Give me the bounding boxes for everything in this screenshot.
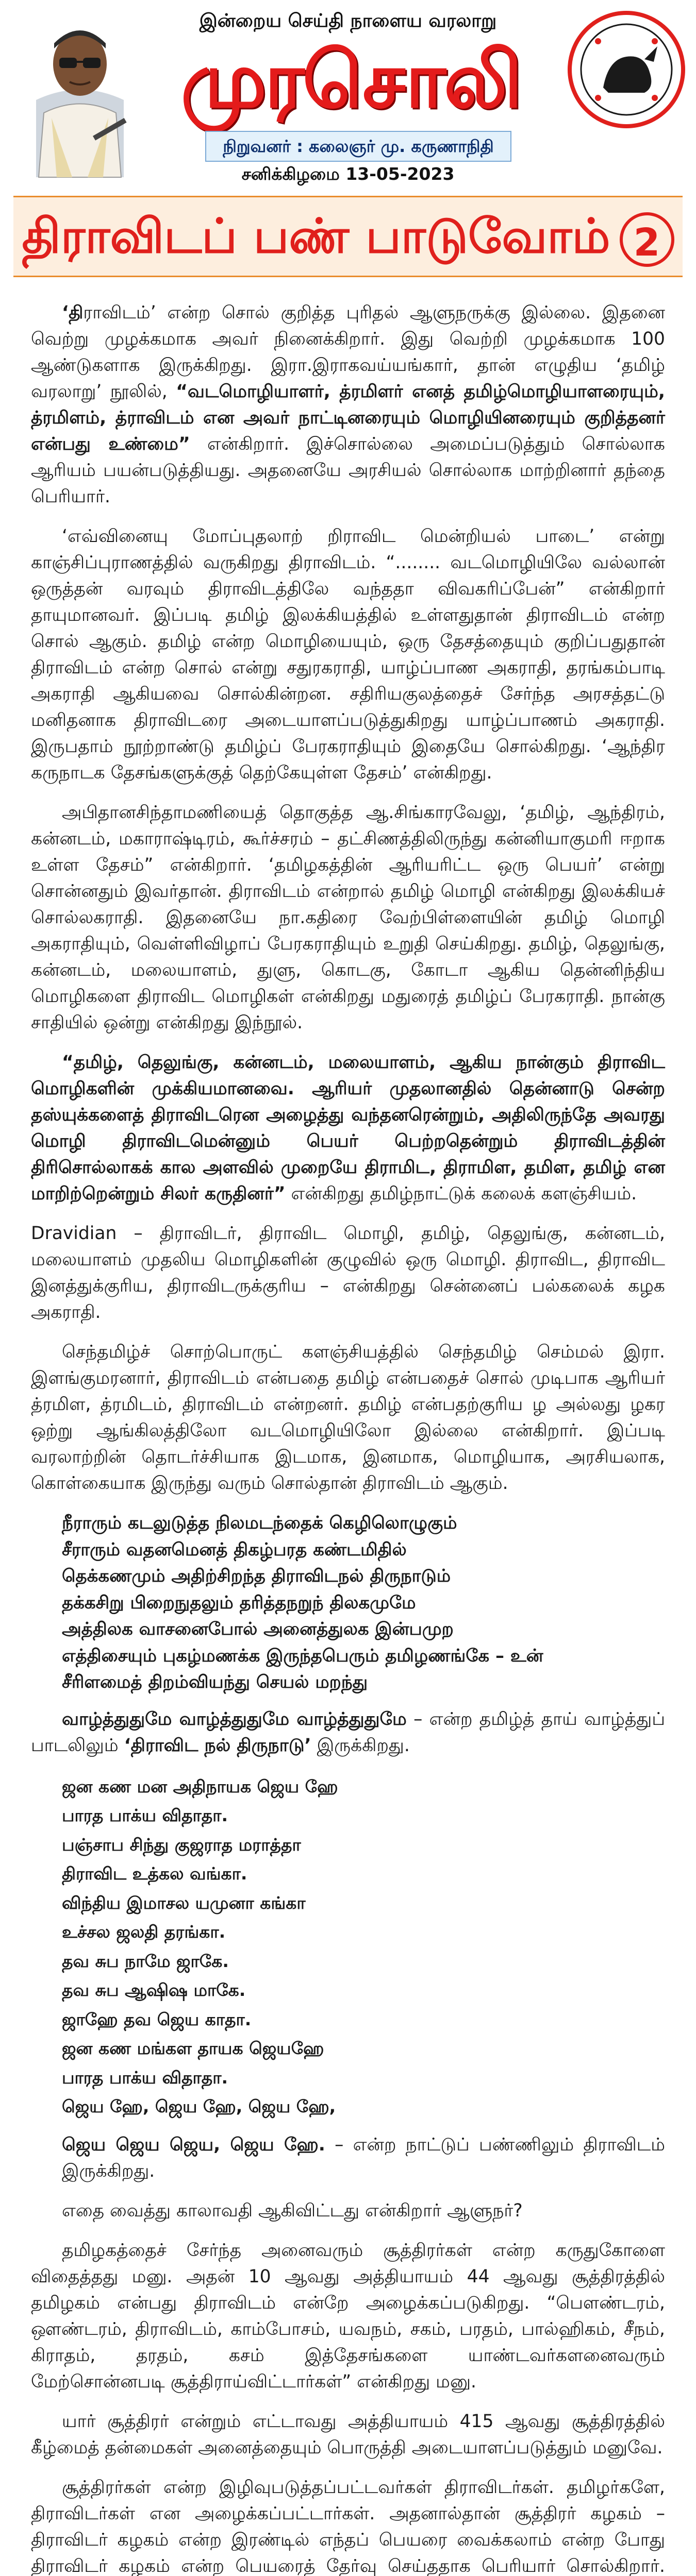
- anthem-line: திராவிட உத்கல வங்கா.: [62, 1863, 247, 1884]
- verse-refrain: வாழ்த்துதுமே வாழ்த்துதுமே வாழ்த்துதுமே: [62, 1708, 407, 1730]
- masthead-tagline: இன்றைய செய்தி நாளைய வரலாறு: [199, 10, 497, 31]
- article-paragraph: அபிதானசிந்தாமணியைத் தொகுத்த ஆ.சிங்காரவேலு, ‘தமிழ், ஆந்திரம், கன்னடம், மகாராஷ்டிரம், கூர்ச்சரம் – தட்சிணத்திலிருந்து கன்னியாகுமரி ஈறாக உள்ள தேசம்” என்கிறார். ‘தமிழகத்தின் ஆரியரிட்ட ஒரு பெயர்’ என்று சொன்னதும் இவர்தான். திராவிடம் என்றால் தமிழ் மொழி என்கிறது இலக்கியச் சொல்லகராதி. இதனையே நா.கதிரை வேற்பிள்ளையின் தமிழ் மொழி அகராதியும், வெள்ளிவிழாப் பேரகராதியும் உறுதி செய்கிறது. தமிழ், தெலுங்கு, கன்னடம், மலையாளம், துளு, கொடகு, கோடா ஆகிய தென்னிந்திய மொழிகளை திராவிட மொழிகள் என்கிறது மதுரைத் தமிழ்ப் பேரகராதி. நான்கு சாதியில் ஒன்று என்கிறது இந்நூல்.: [31, 802, 665, 1033]
- article-paragraph: [31, 1706, 665, 1759]
- drop-lead: ‘தி: [62, 302, 84, 323]
- paragraph-quote: “தமிழ், தெலுங்கு, கன்னடம், மலையாளம், ஆகிய நான்கும் திராவிட மொழிகளின் முக்கியமானவை. ஆரியர் முதலானதில் தென்னாடு சென்ற தஸ்யுக்களைத் திராவிடரென அழைத்து வந்தனரென்றும், அதிலிருந்தே அவரது மொழி திராவிடமென்னும் பெயர் பெற்றதென்றும் திராவிடத்தின் திரிசொல்லாகக் கால அளவில் முறையே திராமிட, திராமிள, தமிள, தமிழ் என மாறிற்றென்றும் சிலர் கருதினர்”: [31, 1052, 665, 1204]
- paragraph-text: ராவிடம்’ என்ற சொல் குறித்த புரிதல் ஆளுநருக்கு இல்லை. இதனை வெற்று முழக்கமாக அவர் நினைக்கிறார். இது வெற்றி முழக்கமாக 100 ஆண்டுகளாக இருக்கிறது. இரா.இராகவய்யங்கார், தான் எழுதிய ‘தமிழ் வரலாறு’ நூலில்,: [31, 302, 665, 402]
- newspaper-brand[interactable]: [155, 36, 546, 124]
- verse-line: தக்கசிறு பிறைநுதலும் தரித்தநறுந் திலகமுமே: [62, 1592, 416, 1613]
- anthem-line: பஞ்சாப சிந்து குஜராத மராத்தா: [62, 1834, 301, 1855]
- issue-date: சனிக்கிழமை 13-05-2023: [241, 164, 455, 184]
- paragraph-text: – என்ற தமிழ்த் தாய் வாழ்த்துப் பாடலிலும்: [31, 1708, 666, 1756]
- tamil-anthem-verse: [62, 1510, 665, 1696]
- article-paragraph: [31, 300, 665, 510]
- founder-portrait-icon: [15, 7, 144, 182]
- article-paragraph: [62, 2132, 665, 2184]
- headline-band: [13, 196, 683, 277]
- series-part-badge: 2: [620, 212, 674, 267]
- founder-strip: [205, 131, 511, 162]
- article-paragraph: [31, 1049, 665, 1207]
- anthem-line: ஜாஹே தவ ஜெய காதா.: [62, 2009, 252, 2029]
- verse-line: நீராரும் கடலுடுத்த நிலமடந்தைக் கெழிலொழுகும்: [62, 1513, 457, 1533]
- anthem-line: பாரத பாக்ய விதாதா.: [62, 1805, 228, 1825]
- article-paragraph: எதை வைத்து காலாவதி ஆகிவிட்டது என்கிறார் ஆளுநர்?: [62, 2200, 523, 2221]
- paragraph-quote: ‘திராவிட நல் திருநாடு’: [124, 1735, 311, 1756]
- founder-text: நிறுவனர் : கலைஞர் மு. கருணாநிதி: [223, 137, 494, 156]
- headline-title: திராவிடப் பண் பாடுவோம்: [22, 209, 610, 264]
- article-paragraph: யார் சூத்திரர் என்றும் எட்டாவது அத்தியாயம் 415 ஆவது சூத்திரத்தில் கீழ்மைத் தன்மைகள் அனைத்தையும் பொருத்தி அடையாளப்படுத்தும் மனுவே.: [31, 2411, 665, 2458]
- verse-line: சீரிளமைத் திறம்வியந்து செயல் மறந்து: [62, 1672, 368, 1692]
- article-paragraph: தமிழகத்தைச் சேர்ந்த அனைவரும் சூத்திரர்கள் என்ற கருதுகோளை விதைத்தது மனு. அதன் 10 ஆவது அத்தியாயம் 44 ஆவது சூத்திரத்தில் தமிழகம் என்பது திராவிடம் என்றே அழைக்கப்படுகிறது. “பௌண்டரம், ஔண்டரம், திராவிடம், காம்போசம், யவநம், சகம், பரதம், பால்ஹிகம், சீநம், கிராதம், தரதம், கசம் இத்தேசங்களை யாண்டவர்களனைவரும் மேற்சொன்னபடி சூத்திராய்விட்டார்கள்” என்கிறது மனு.: [31, 2240, 665, 2392]
- paragraph-tail: – என்ற நாட்டுப் பண்ணிலும் திராவிடம் இருக்கிறது.: [62, 2134, 665, 2181]
- paragraph-tail: என்கிறது தமிழ்நாட்டுக் கலைக் களஞ்சியம்.: [285, 1183, 637, 1204]
- national-anthem-verse: [62, 1772, 665, 2122]
- paragraph-quote: “வடமொழியாளர், த்ரமிளர் எனத் தமிழ்மொழியாளரையும், த்ரமிளம், த்ராவிடம் என அவர் நாட்டினரையும் மொழியினரையும் குறித்தனர் என்பது உண்மை”: [31, 381, 665, 454]
- headline: [13, 197, 683, 276]
- verse-line: தெக்கணமும் அதிற்சிறந்த திராவிடநல் திருநாடும்: [62, 1566, 451, 1586]
- anniversary-emblem-icon: [567, 10, 686, 129]
- verse-line: எத்திசையும் புகழ்மணக்க இருந்தபெரும் தமிழணங்கே – உன்: [62, 1645, 543, 1666]
- anthem-last-line: ஜெய ஜெய ஜெய, ஜெய ஹே.: [62, 2134, 325, 2155]
- anthem-line: பாரத பாக்ய விதாதா.: [62, 2067, 228, 2088]
- article-paragraph: ‘எவ்வினையு மோப்புதலாற் றிராவிட மென்றியல் பாடை’ என்று காஞ்சிப்புராணத்தில் வருகிறது திராவிடம். “........ வடமொழியிலே வல்லான் ஒருத்தன் வரவும் திராவிடத்திலே வந்ததா விவகரிப்பேன்” என்கிறார் தாயுமானவர். இப்படி தமிழ் இலக்கியத்தில் உள்ளதுதான் திராவிடம் என்ற சொல் ஆகும். தமிழ் என்ற மொழியையும், ஒரு தேசத்தையும் குறிப்பதுதான் திராவிடம் என்ற சொல் என்று சதுரகராதி, யாழ்ப்பாண அகராதி, தரங்கம்பாடி அகராதி ஆகியவை சொல்கின்றன. சதிரியகுலத்தைச் சேர்ந்த அரசத்தட்டு மனிதனாக திராவிடரை அடையாளப்படுத்துகிறது யாழ்ப்பாணம் அகராதி. இருபதாம் நூற்றாண்டு தமிழ்ப் பேரகராதியும் இதையே சொல்கிறது. ‘ஆந்திர கருநாடக தேசங்களுக்குத் தெற்கேயுள்ள தேசம்’ என்கிறது.: [31, 526, 665, 783]
- anthem-line: விந்திய இமாசல யமுனா கங்கா: [62, 1892, 306, 1913]
- article-paragraph: சூத்திரர்கள் என்ற இழிவுபடுத்தப்பட்டவர்கள் திராவிடர்கள். தமிழர்களே, திராவிடர்கள் என அழைக்கப்பட்டார்கள். அதனால்தான் சூத்திரர் கழகம் – திராவிடர் கழகம் என்ற இரண்டில் எந்தப் பெயரை வைக்கலாம் என்ற போது திராவிடர் கழகம் என்ற பெயரைத் தேர்வு செய்ததாக பெரியார் சொல்கிறார்.: [31, 2477, 665, 2576]
- article-paragraph: செந்தமிழ்ச் சொற்பொருட் களஞ்சியத்தில் செந்தமிழ் செம்மல் இரா. இளங்குமரனார், திராவிடம் என்பதை தமிழ் என்பதைச் சொல் முடிபாக ஆரியர் த்ரமிள, த்ரமிடம், திராவிடம் என்றனர். தமிழ் என்பதற்குரிய ழ அல்லது ழகர ஒற்று ஆங்கிலத்திலோ வடமொழியிலோ இல்லை என்கிறார். இப்படி வரலாற்றின் தொடர்ச்சியாக இடமாக, இனமாக, மொழியாக, அரசியலாக, கொள்கையாக இருந்து வரும் சொல்தான் திராவிடம் ஆகும்.: [31, 1342, 665, 1494]
- verse-line: அத்திலக வாசனைபோல் அனைத்துலக இன்பமுற: [62, 1619, 454, 1639]
- anthem-line: ஜன கண மங்கள தாயக ஜெயஹே: [62, 2038, 324, 2058]
- article-body: [31, 300, 665, 2576]
- verse-line: சீராரும் வதனமெனத் திகழ்பரத கண்டமிதில்: [62, 1539, 407, 1560]
- article-paragraph: Dravidian – திராவிடர், திராவிட மொழி, தமிழ், தெலுங்கு, கன்னடம், மலையாளம் முதலிய மொழிகளின் குழுவில் ஒரு மொழி. திராவிட, திராவிட இனத்துக்குரிய, திராவிடருக்குரிய – என்கிறது சென்னைப் பல்கலைக் கழக அகராதி.: [31, 1223, 665, 1323]
- anthem-line: ஜெய ஹே, ஜெய ஹே, ஜெய ஹே,: [62, 2096, 336, 2116]
- anthem-line: உச்சல ஜலதி தரங்கா.: [62, 1922, 226, 1942]
- paragraph-tail: இருக்கிறது.: [311, 1735, 410, 1756]
- masthead: [0, 0, 696, 196]
- paragraph-tail: என்கிறார். இச்சொல்லை அமைப்படுத்தும் சொல்லாக ஆரியம் பயன்படுத்தியது. அதனையே அரசியல் சொல்லாக மாற்றினார் தந்தை பெரியார்.: [31, 434, 665, 507]
- anthem-line: ஜன கண மன அதிநாயக ஜெய ஹே: [62, 1776, 338, 1797]
- anthem-line: தவ சுப நாமே ஜாகே.: [62, 1951, 229, 1971]
- brand-wordmark: முரசொலி: [180, 35, 521, 125]
- anthem-line: தவ சுப ஆஷிஷ மாகே.: [62, 1980, 246, 2000]
